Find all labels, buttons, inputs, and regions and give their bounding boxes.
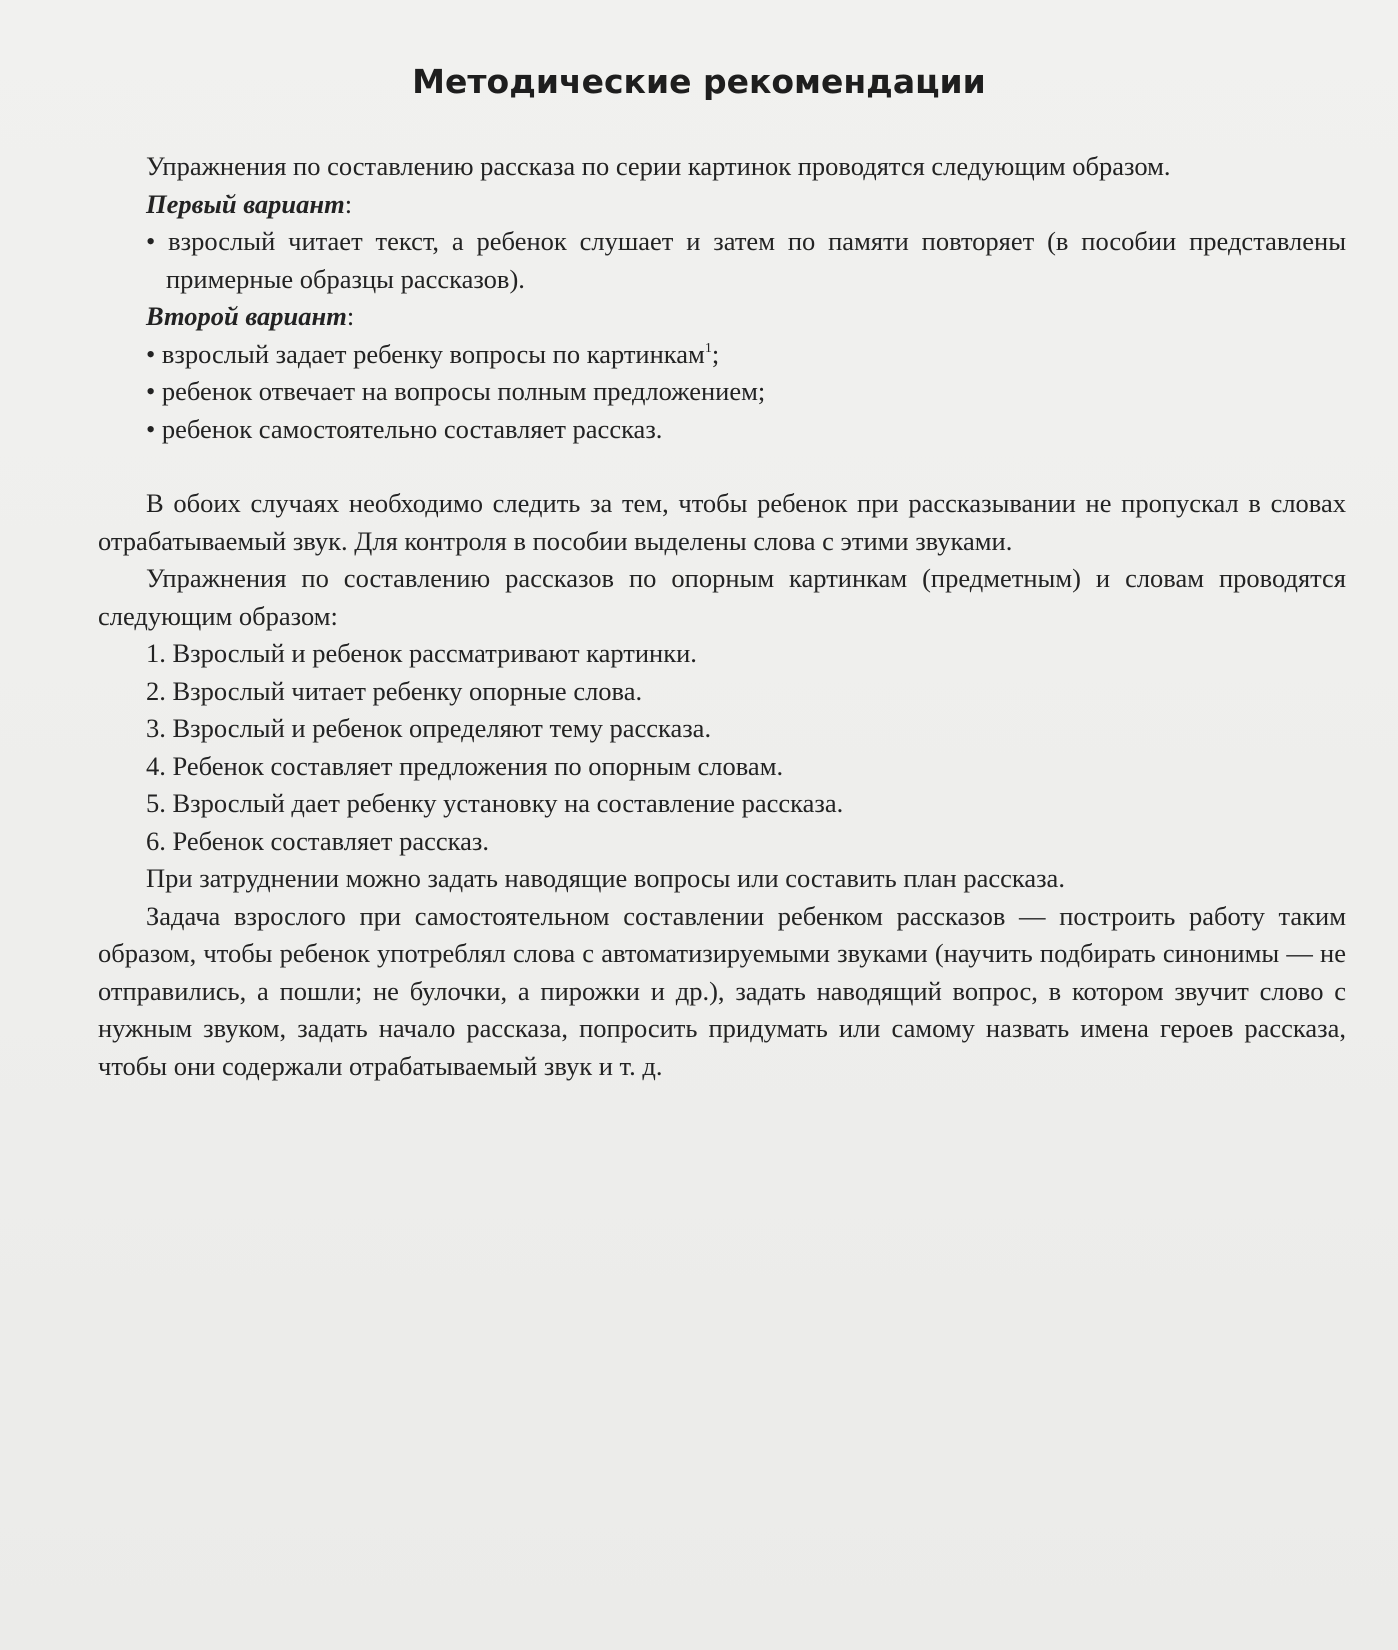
- variant-2-bullet-2: • ребенок отвечает на вопросы полным предложением;: [146, 376, 766, 406]
- variant-2-label: Второй вариант: [146, 301, 347, 331]
- document-body: [98, 148, 1346, 1085]
- step-item: 5. Взрослый дает ребенку установку на составление рассказа.: [146, 788, 844, 818]
- task-paragraph: Задача взрослого при самостоятельном составлении ребенком рассказов — построить работу таким образом, чтобы ребенок употреблял слова с автоматизируемыми звуками (научить подбирать синонимы — не отправились, а пошли; не булочки, а пирожки и др.), задать наводящий вопрос, в котором звучит слово с нужным звуком, задать начало рассказа, попросить придумать или самому назвать имена героев рассказа, чтобы они содержали отрабатываемый звук и т. д.: [98, 900, 1346, 1081]
- variant-1-label: Первый вариант: [146, 188, 345, 219]
- variant-1-bullet: • взрослый читает текст, а ребенок слушает и затем по памяти повторяет (в пособии представлены примерные образцы рассказов).: [146, 226, 1346, 294]
- footnote-marker: 1: [704, 340, 712, 356]
- difficulty-paragraph: При затруднении можно задать наводящие вопросы или составить план рассказа.: [146, 863, 1065, 893]
- variant-1-heading: [98, 186, 1346, 224]
- control-paragraph: В обоих случаях необходимо следить за тем, чтобы ребенок при рассказывании не пропускал в словах отрабатываемый звук. Для контроля в пособии выделены слова с этими звуками.: [98, 488, 1346, 556]
- section-gap: [98, 448, 1346, 485]
- variant-2-heading: [98, 298, 1346, 336]
- page-title: Методические рекомендации: [412, 62, 986, 101]
- variant-2-bullet-1-text: • взрослый задает ребенку вопросы по картинкам: [146, 338, 705, 369]
- intro-paragraph: Упражнения по составлению рассказа по серии картинок проводятся следующим образом.: [146, 151, 1171, 181]
- variant-2-bullet-3: • ребенок самостоятельно составляет рассказ.: [146, 413, 663, 444]
- variant-2-colon: :: [346, 301, 355, 331]
- step-item: 6. Ребенок составляет рассказ.: [146, 825, 489, 856]
- step-item: 3. Взрослый и ребенок определяют тему рассказа.: [146, 713, 712, 743]
- variant-1-colon: :: [344, 188, 353, 219]
- step-item: 4. Ребенок составляет предложения по опорным словам.: [146, 750, 784, 781]
- variant-2-bullet-1: [98, 336, 1346, 374]
- step-item: 1. Взрослый и ребенок рассматривают картинки.: [146, 638, 697, 668]
- step-item: 2. Взрослый читает ребенку опорные слова.: [146, 675, 643, 706]
- variant-2-bullet-1-end: ;: [711, 338, 720, 369]
- support-paragraph: Упражнения по составлению рассказов по опорным картинкам (предметным) и словам проводятся следующим образом:: [98, 563, 1346, 631]
